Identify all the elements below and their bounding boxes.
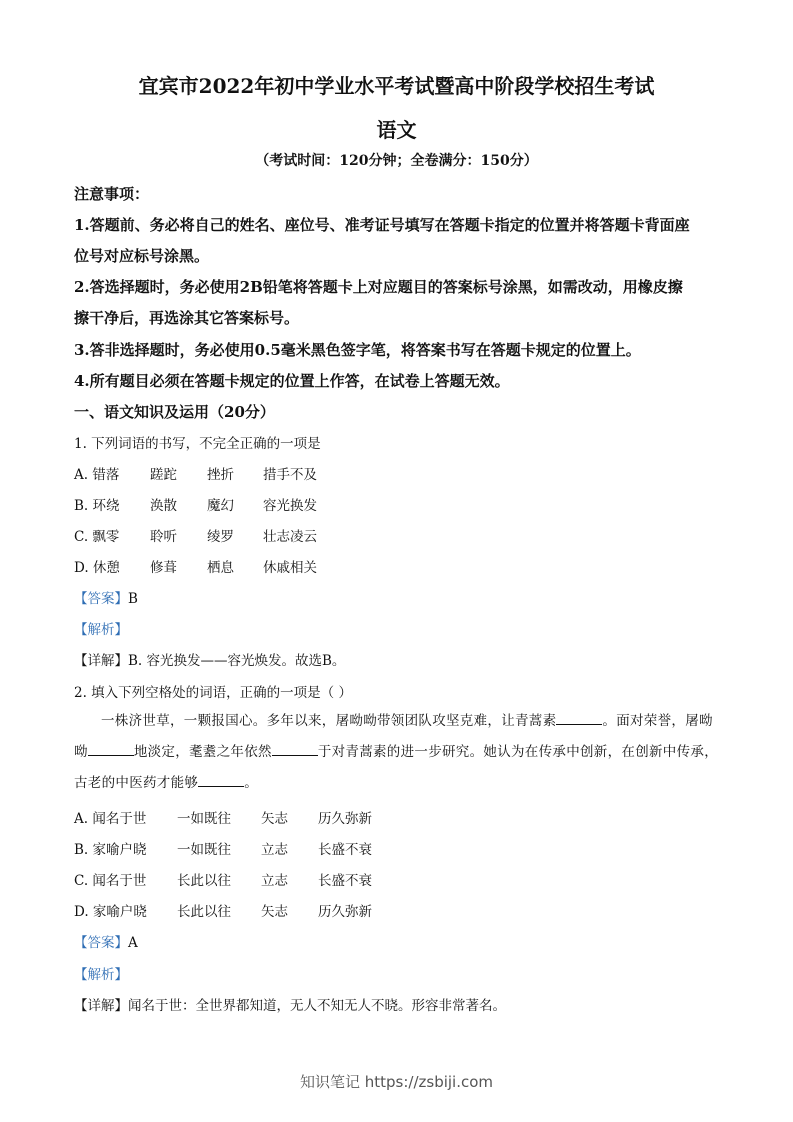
- option-word: 一如既往: [177, 811, 231, 827]
- q2-option-b: [74, 838, 372, 858]
- passage-text: 古老的中医药才能够: [74, 775, 199, 791]
- detail-tag: 【详解】: [74, 653, 128, 669]
- option-word: 休戚相关: [263, 560, 317, 576]
- option-word: 聆听: [150, 529, 177, 545]
- option-word: B. 家喻户晓: [74, 842, 147, 858]
- option-word: 魔幻: [207, 498, 234, 514]
- notice-item-3: 3.答非选择题时，务必使用0.5毫米黑色签字笔，将答案书写在答题卡规定的位置上。: [74, 341, 641, 359]
- option-word: 涣散: [150, 498, 177, 514]
- q1-analysis-tag: 【解析】: [74, 622, 128, 638]
- option-word: A. 闻名于世: [74, 811, 147, 827]
- blank-2: [88, 741, 134, 756]
- option-word: 矢志: [261, 904, 288, 920]
- option-word: 壮志凌云: [263, 529, 317, 545]
- detail-text: 闻名于世：全世界都知道，无人不知无人不晓。形容非常著名。: [128, 998, 506, 1014]
- section-heading: 一、语文知识及运用（20分）: [74, 403, 275, 421]
- notice-heading: 注意事项：: [74, 185, 150, 203]
- passage-text: 呦: [74, 744, 88, 760]
- option-word: 容光换发: [263, 498, 317, 514]
- q2-analysis-tag: 【解析】: [74, 967, 128, 983]
- option-word: 长盛不衰: [318, 842, 372, 858]
- option-word: 一如既往: [177, 842, 231, 858]
- q1-answer: [74, 587, 138, 607]
- answer-tag: 【答案】: [74, 935, 128, 951]
- detail-text: B. 容光换发——容光焕发。故选B。: [128, 653, 346, 669]
- option-word: 历久弥新: [318, 904, 372, 920]
- q1-option-c: [74, 525, 317, 545]
- subject-title: 语文: [376, 118, 417, 142]
- notice-item-2-line-2: 擦干净后，再选涂其它答案标号。: [74, 309, 300, 327]
- option-word: C. 飘零: [74, 529, 120, 545]
- option-word: 绫罗: [207, 529, 234, 545]
- option-word: 长盛不衰: [318, 873, 372, 889]
- passage-text: 于对青蒿素的进一步研究。她认为在传承中创新，在创新中传承，: [317, 744, 719, 760]
- option-word: 长此以往: [177, 873, 231, 889]
- q2-option-d: [74, 900, 372, 920]
- answer-value: A: [128, 935, 138, 951]
- notice-item-4: 4.所有题目必须在答题卡规定的位置上作答，在试卷上答题无效。: [74, 372, 510, 390]
- option-word: 修葺: [150, 560, 177, 576]
- option-word: D. 家喻户晓: [74, 904, 147, 920]
- notice-item-2-line-1: 2.答选择题时，务必使用2B铅笔将答题卡上对应题目的答案标号涂黑，如需改动，用橡皮擦: [74, 278, 683, 296]
- passage-text: 一株济世草，一颗报国心。多年以来，屠呦呦带领团队攻坚克难，让青蒿素: [101, 713, 557, 729]
- option-word: 长此以往: [177, 904, 231, 920]
- answer-tag: 【答案】: [74, 591, 128, 607]
- q2-answer: [74, 931, 138, 951]
- q2-passage: [74, 706, 722, 799]
- blank-1: [556, 710, 602, 725]
- q1-detail: [74, 649, 345, 669]
- passage-text: 。: [244, 775, 259, 791]
- passage-text: 地淡定，耄耋之年依然: [133, 744, 272, 760]
- q1-option-a: [74, 463, 317, 483]
- option-word: D. 休憩: [74, 560, 120, 576]
- passage-text: 。面对荣誉，屠呦: [602, 713, 713, 729]
- notice-item-1-line-1: 1.答题前、务必将自己的姓名、座位号、准考证号填写在答题卡指定的位置并将答题卡背面座: [74, 216, 690, 234]
- option-word: B. 环绕: [74, 498, 120, 514]
- option-word: 历久弥新: [318, 811, 372, 827]
- option-word: 矢志: [261, 811, 288, 827]
- q2-detail: [74, 994, 506, 1014]
- footer-watermark: 知识笔记 https://zsbiji.com: [299, 1073, 494, 1091]
- option-word: 措手不及: [263, 467, 317, 483]
- option-word: 挫折: [207, 467, 234, 483]
- blank-4: [198, 772, 244, 787]
- q2-option-a: [74, 807, 372, 827]
- q2-stem: 2. 填入下列空格处的词语，正确的一项是（ ）: [74, 685, 352, 701]
- answer-value: B: [128, 591, 138, 607]
- q1-option-b: [74, 494, 317, 514]
- notice-item-1-line-2: 位号对应标号涂黑。: [74, 247, 210, 265]
- exam-info: （考试时间：120分钟；全卷满分：150分）: [255, 153, 538, 169]
- detail-tag: 【详解】: [74, 998, 128, 1014]
- blank-3: [272, 741, 318, 756]
- q1-option-d: [74, 556, 317, 576]
- q2-option-c: [74, 869, 372, 889]
- exam-title: 宜宾市2022年初中学业水平考试暨高中阶段学校招生考试: [138, 74, 655, 98]
- option-word: 立志: [261, 842, 288, 858]
- q1-stem: 1. 下列词语的书写，不完全正确的一项是: [74, 436, 321, 452]
- option-word: A. 错落: [74, 467, 120, 483]
- option-word: 蹉跎: [150, 467, 177, 483]
- option-word: 立志: [261, 873, 288, 889]
- option-word: C. 闻名于世: [74, 873, 147, 889]
- option-word: 栖息: [207, 560, 234, 576]
